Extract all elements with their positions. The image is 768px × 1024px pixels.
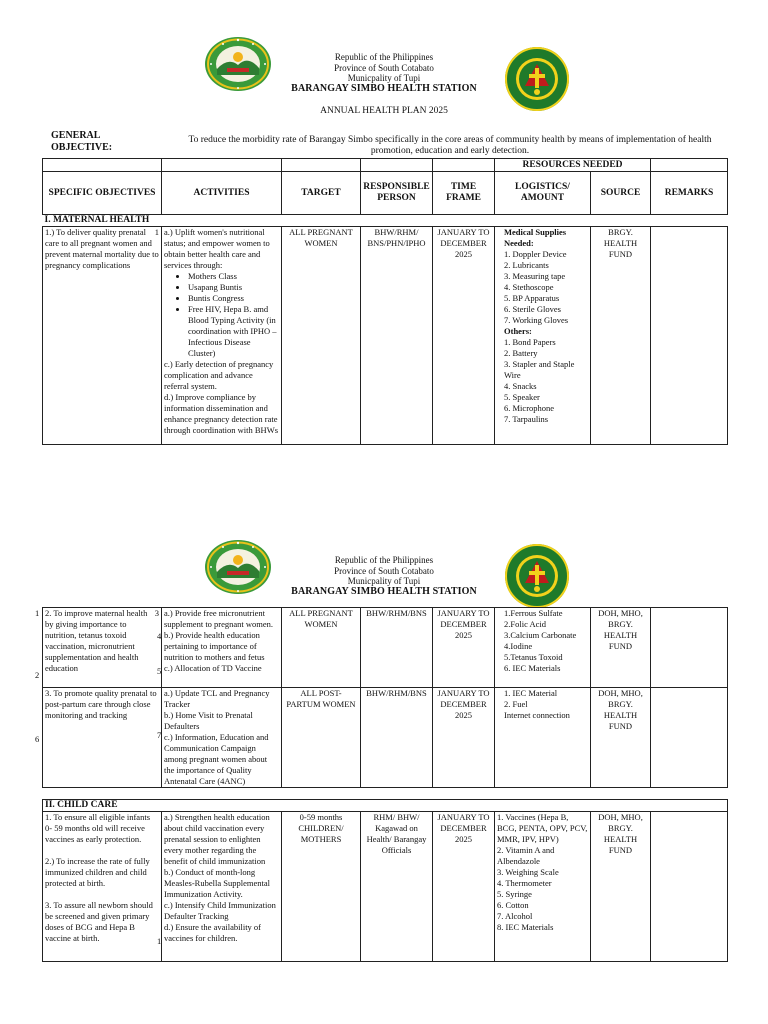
list-item: • Usapang Buntis — [188, 282, 279, 293]
table-row — [43, 608, 728, 688]
page2-plan-table — [42, 607, 728, 788]
letterhead-line2: Province of South Cotabato — [334, 565, 434, 576]
source-cell: DOH, MHO, BRGY. HEALTH FUND — [591, 812, 651, 962]
objective-cell: 3 2. To improve maternal health by giving importance to nutrition, tetanus toxoid vaccination, micronutrient supplementation and health education — [43, 608, 162, 688]
list-item: • Buntis Congress — [188, 293, 279, 304]
time-frame-cell: JANUARY TO DECEMBER 2025 — [433, 688, 495, 788]
table-row — [43, 812, 728, 962]
remarks-header: REMARKS — [651, 172, 728, 215]
letterhead-line2: Province of South Cotabato — [334, 62, 434, 73]
responsible-header: RESPONSIBLE PERSON — [361, 172, 433, 215]
time-frame-cell: JANUARY TO DECEMBER 2025 — [433, 812, 495, 962]
target-cell: ALL PREGNANT WOMEN — [282, 227, 361, 445]
objective-cell: 1 1.) To deliver quality prenatal care to all pregnant women and prevent maternal mortality due to pregnancy complications — [43, 227, 162, 445]
activities-cell: a.) Uplift women's nutritional status; and empower women to obtain better health care and services through: • Mothers Class • Usapang Buntis • Buntis Congress • Free HIV, Hepa B. amd Blood Typing Activity (in coordination with IPHO – Infectious Disease Cluster) c.) Early detection of pregnancy complication and advance referral system. d.) Improve compliance by information dissemination and enhance pregnancy detection rate through coordination with BHWs — [162, 227, 282, 445]
letterhead-line1: Republic of the Philippines — [334, 52, 434, 62]
section-title-child-care: II. CHILD CARE — [43, 800, 728, 812]
time-frame-header: TIME FRAME — [433, 172, 495, 215]
letterhead-line1: Republic of the Philippines — [334, 555, 434, 565]
responsible-cell: BHW/RHM/BNS — [361, 608, 433, 688]
target-header: TARGET — [282, 172, 361, 215]
activities-cell: a.) Provide free micronutrient supplement to pregnant women. b.) Provide health education pertaining to importance of nutrition to mothers and fetus c.) Allocation of TD Vaccine — [162, 608, 282, 688]
list-item: • Mothers Class — [188, 271, 279, 282]
target-cell: ALL POST-PARTUM WOMEN — [282, 688, 361, 788]
logistics-cell: Medical Supplies Needed: 1. Doppler Device 2. Lubricants 3. Measuring tape 4. Stethoscope 5. BP Apparatus 6. Sterile Gloves 7. Working Gloves Others: 1. Bond Papers 2. Battery 3. Stapler and Staple Wire 4. Snacks 5. Speaker 6. Microphone 7. Tarpaulins — [495, 227, 591, 445]
list-item: • Free HIV, Hepa B. amd Blood Typing Activity (in coordination with IPHO – Infectious Disease Cluster) — [188, 304, 279, 359]
time-frame-cell: JANUARY TO DECEMBER 2025 — [433, 227, 495, 445]
logistics-cell: 1. Vaccines (Hepa B, BCG, PENTA, OPV, PCV, MMR, IPV, HPV) 2. Vitamin A and Albendazole 3. Weighing Scale 4. Thermometer 5. Syringe 6. Cotton 7. Alcohol 8. IEC Materials — [495, 812, 591, 962]
remarks-cell — [651, 608, 728, 688]
time-frame-cell: JANUARY TO DECEMBER 2025 — [433, 608, 495, 688]
table-row — [43, 227, 728, 445]
resources-needed-header: RESOURCES NEEDED — [495, 159, 651, 172]
responsible-cell: BHW/RHM/BNS — [361, 688, 433, 788]
responsible-cell: RHM/ BHW/ Kagawad on Health/ Barangay Officials — [361, 812, 433, 962]
source-cell: BRGY. HEALTH FUND — [591, 227, 651, 445]
specific-objectives-header: SPECIFIC OBJECTIVES — [43, 172, 162, 215]
letterhead-station: BARANGAY SIMBO HEALTH STATION — [291, 82, 477, 94]
page2-letterhead — [200, 555, 568, 597]
table-row — [43, 688, 728, 788]
child-care-table — [42, 799, 728, 962]
source-cell: DOH, MHO, BRGY. HEALTH FUND — [591, 688, 651, 788]
activities-cell: a.) Update TCL and Pregnancy Tracker b.) Home Visit to Prenatal Defaulters c.) Information, Education and Communication Campaign among pregnant women about the importance of Quality Antenatal Care (4ANC) — [162, 688, 282, 788]
general-objective-text: To reduce the morbidity rate of Barangay Simbo specifically in the core areas of community health by means of implementation of health promotion, education and early detection. — [188, 135, 712, 156]
section-title-maternal: I. MATERNAL HEALTH — [43, 215, 728, 227]
remarks-cell — [651, 227, 728, 445]
letterhead-line3: Municpality of Tupi — [347, 73, 421, 83]
source-header: SOURCE — [591, 172, 651, 215]
target-cell: ALL PREGNANT WOMEN — [282, 608, 361, 688]
logistics-cell: 1.Ferrous Sulfate 2.Folic Acid 3.Calcium Carbonate 4.Iodine 5.Tetanus Toxoid 6. IEC Materials — [495, 608, 591, 688]
page1-plan-table — [42, 158, 728, 445]
source-cell: DOH, MHO, BRGY. HEALTH FUND — [591, 608, 651, 688]
plan-title: ANNUAL HEALTH PLAN 2025 — [320, 106, 448, 116]
logistics-cell: 1. IEC Material 2. Fuel Internet connection — [495, 688, 591, 788]
activities-header: ACTIVITIES — [162, 172, 282, 215]
objective-cell: 3. To promote quality prenatal to post-partum care through close monitoring and tracking — [43, 688, 162, 788]
objective-cell: 1. To ensure all eligible infants 0- 59 months old will receive vaccines as early protection. 2.) To increase the rate of fully immunized children and child protected at birth. 3. To assure all newborn should be screened and given primary doses of BCG and Hepa B vaccine at birth. — [43, 812, 162, 962]
general-objective-label: GENERAL OBJECTIVE: — [51, 130, 113, 153]
activities-cell: a.) Strengthen health education about child vaccination every prenatal session to enlighten every mother regarding the benefit of child immunization b.) Conduct of month-long Measles-Rubella Supplemental Immunization Activity. c.) Intensify Child Immunization Defaulter Tracking d.) Ensure the availability of vaccines for children. — [162, 812, 282, 962]
target-cell: 0-59 months CHILDREN/ MOTHERS — [282, 812, 361, 962]
letterhead-station: BARANGAY SIMBO HEALTH STATION — [291, 585, 477, 597]
remarks-cell — [651, 812, 728, 962]
responsible-cell: BHW/RHM/ BNS/PHN/IPHO — [361, 227, 433, 445]
logistics-header: LOGISTICS/ AMOUNT — [495, 172, 591, 215]
remarks-cell — [651, 688, 728, 788]
letterhead-line3: Municpality of Tupi — [347, 576, 421, 586]
page1-letterhead — [200, 52, 568, 94]
